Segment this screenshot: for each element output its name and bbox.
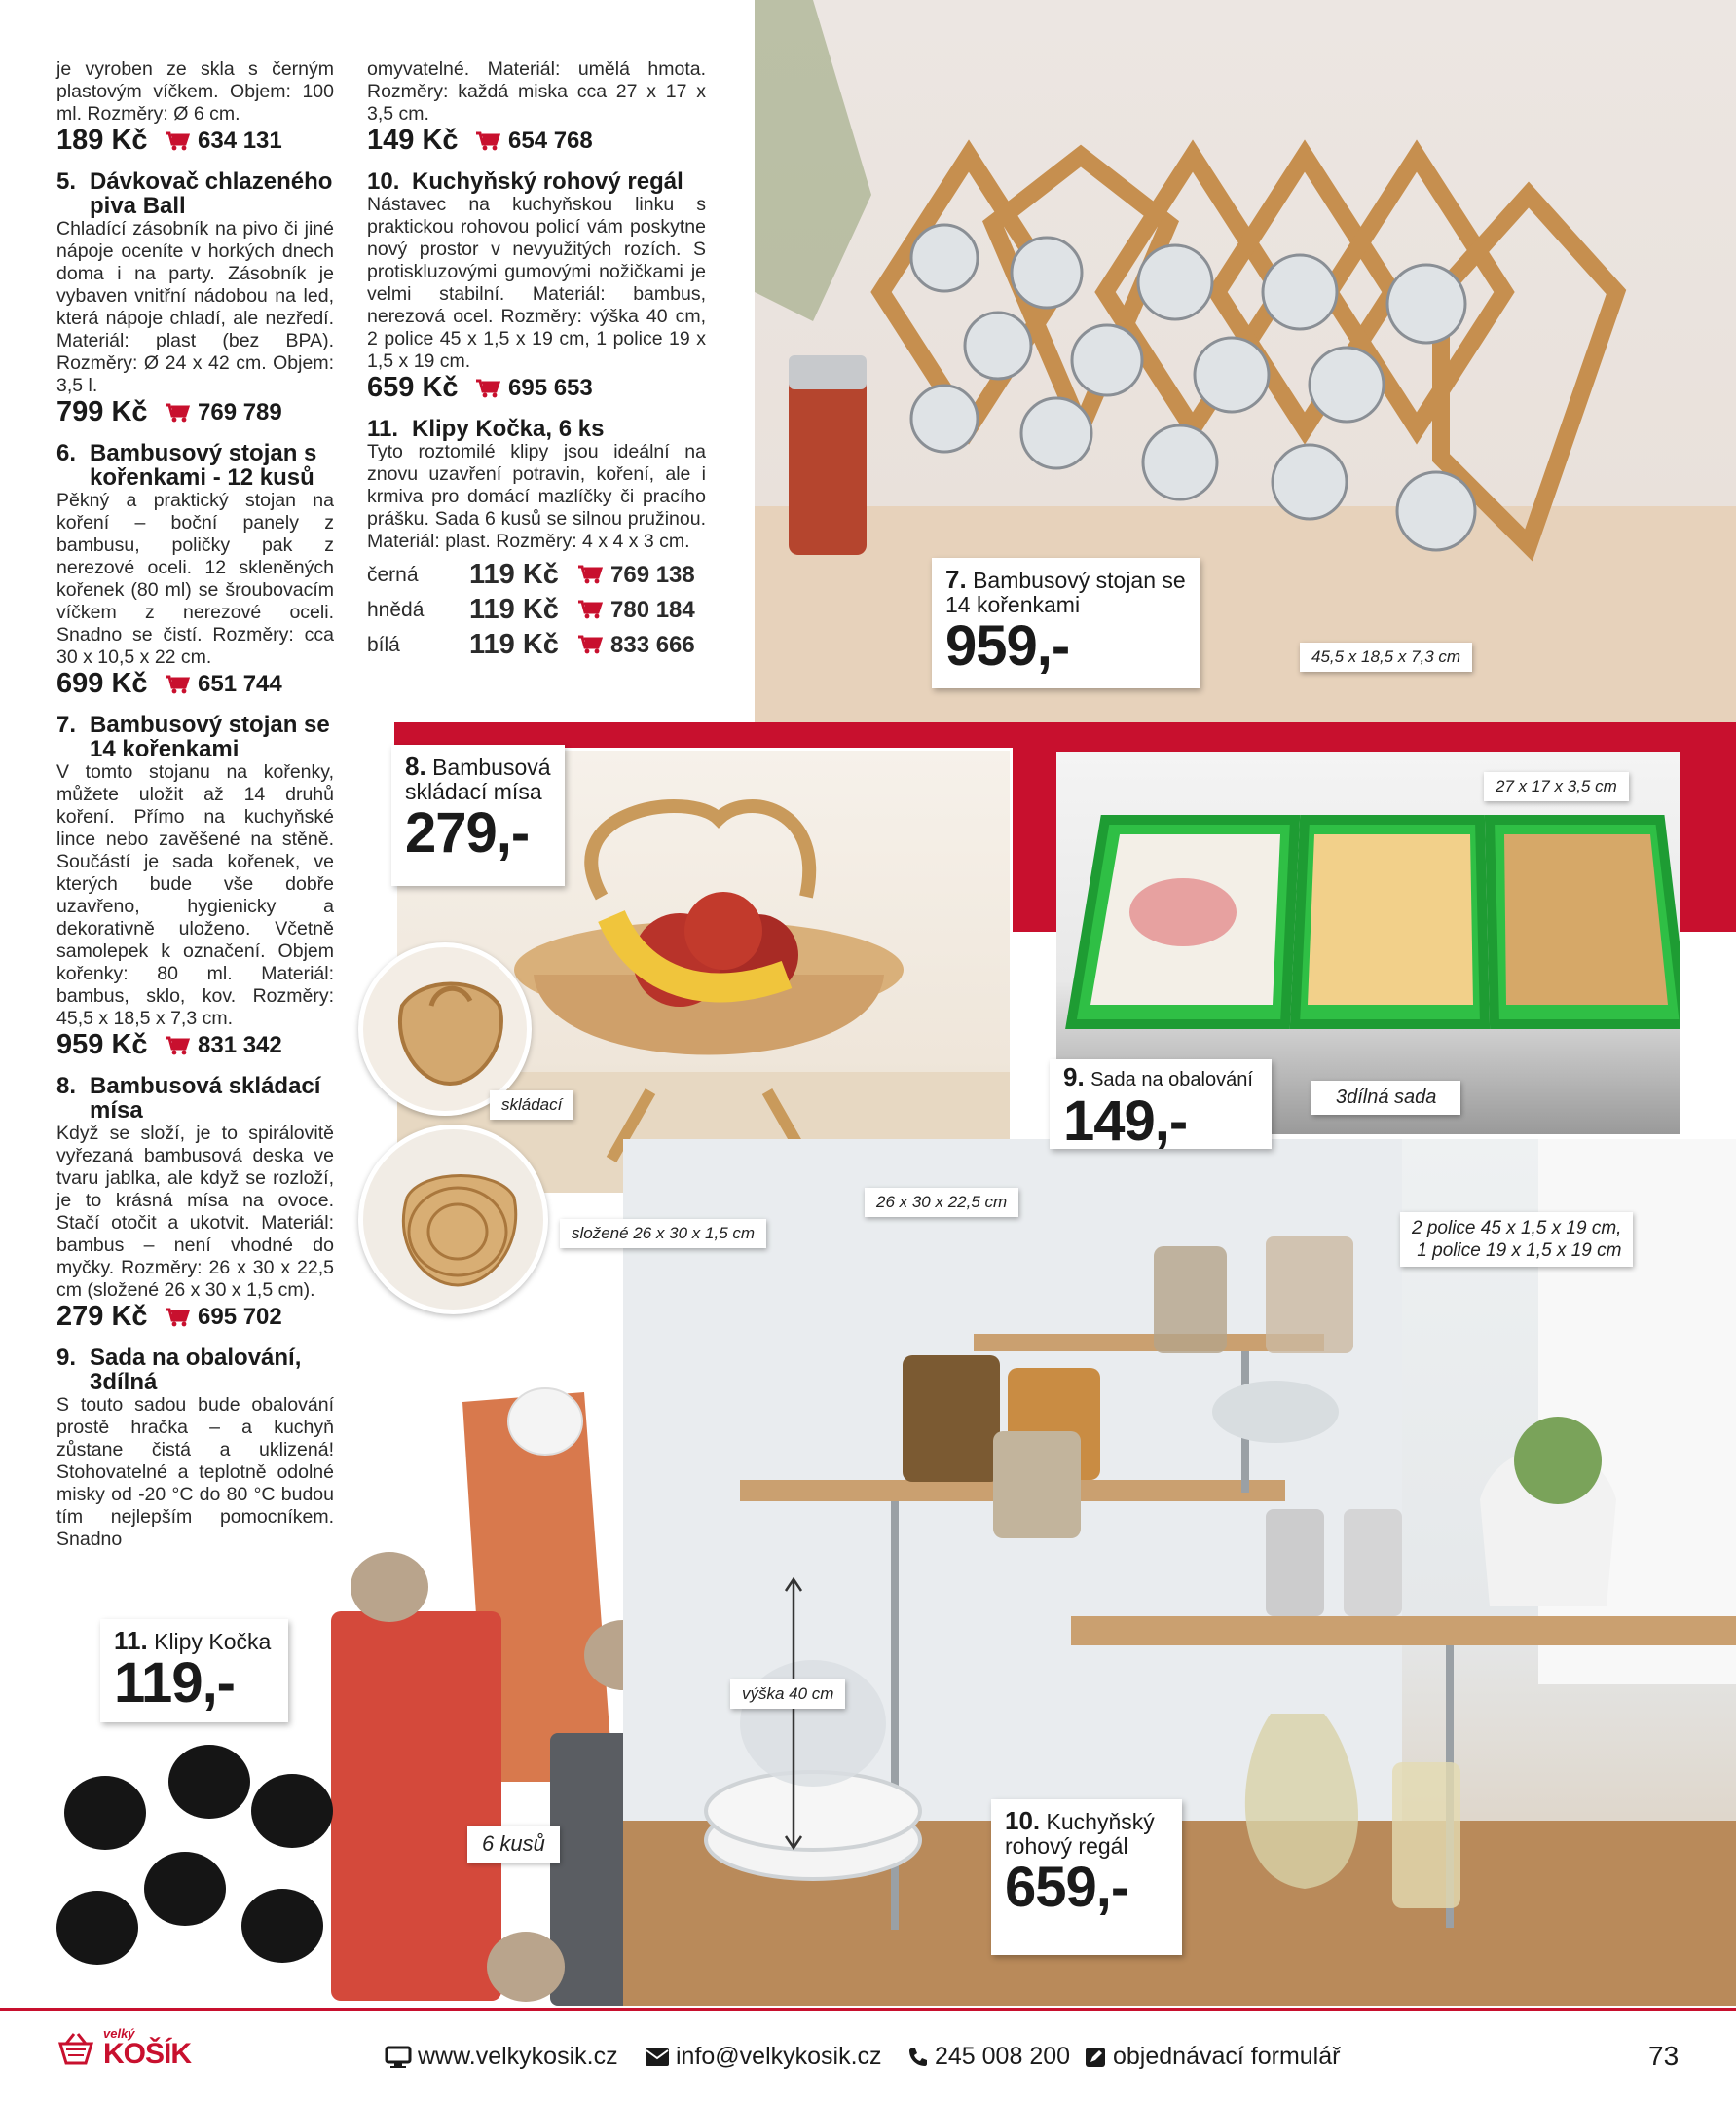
price-row xyxy=(367,125,706,156)
page-number: 73 xyxy=(1648,2041,1680,2071)
footer-phone[interactable] xyxy=(907,2043,1070,2071)
price: 189 Kč xyxy=(56,125,148,156)
height-arrow xyxy=(784,1577,803,1850)
item-9-text: S touto sadou bude obalování prostě hračka – a kuchyň zůstane čistá a uklizená! Stohovatelné a teplotně odolné misky od -20 °C do 80 °C budou tím nejlepším pomocníkem. Snadno xyxy=(56,1394,334,1550)
dimension-label: 45,5 x 18,5 x 7,3 cm xyxy=(1300,643,1472,672)
dimension-label: 6 kusů xyxy=(467,1826,560,1863)
tag-price: 959,- xyxy=(945,614,1070,678)
spice-rack-illustration xyxy=(755,0,1736,722)
tag-title: Kuchyňský rohový regál xyxy=(1005,1809,1155,1859)
phone-icon xyxy=(907,2047,929,2068)
form-icon xyxy=(1084,2046,1107,2069)
footer-divider xyxy=(0,2008,1736,2011)
text-column-2 xyxy=(367,58,706,662)
dimension-label: 27 x 17 x 3,5 cm xyxy=(1484,772,1629,801)
product-code: 780 184 xyxy=(610,596,695,623)
product-code: 695 702 xyxy=(198,1304,282,1330)
dimension-line: 2 police 45 x 1,5 x 19 cm, xyxy=(1412,1218,1622,1238)
variant-list xyxy=(367,557,706,662)
product-code: 651 744 xyxy=(198,671,282,697)
item-6-title: 6. Bambusový stojan s kořenkami - 12 kusů xyxy=(56,440,317,491)
item-5-price-row xyxy=(56,396,334,427)
item-5-text: Chladící zásobník na pivo či jiné nápoje oceníte v horkých dnech doma i na party. Zásobník je vybaven vnitřní nádobou na led, která nápoje chladí, ale nezředí. Materiál: plast (bez BPA). Rozměry: Ø 24 x 42 cm. Objem: 3,5 l. xyxy=(56,218,334,396)
item-7-text: V tomto stojanu na kořenky, můžete uložit až 14 druhů koření. Přímo na kuchyňské lince nebo zavěšené na stěně. Součástí je sada kořenek, ve kterých bude vše dobře uzavřeno, hygienicky a dekorativně uloženo. Včetně samolepek k označení. Objem kořenky: 80 ml. Materiál: bambus, sklo, kov. Rozměry: 45,5 x 18,5 x 7,3 cm. xyxy=(56,761,334,1029)
dimension-label: výška 40 cm xyxy=(730,1679,845,1709)
dimension-line: 1 police 19 x 1,5 x 19 cm xyxy=(1417,1240,1622,1261)
intro-text: je vyroben ze skla s černým plastovým víčkem. Objem: 100 ml. Rozměry: Ø 6 cm. xyxy=(56,58,334,125)
cart-icon[interactable] xyxy=(577,634,603,655)
item-10-text: Nástavec na kuchyňskou linku s praktickou rohovou policí vám poskytne nový prostor v nevyužitých rozích. S protiskluzovými gumovými nožičkami je velmi stabilní. Materiál: bambus, nerezová ocel. Rozměry: výška 40 cm, 2 police 45 x 1,5 x 19 cm, 1 police 19 x 1,5 x 19 cm. xyxy=(367,194,706,372)
tag-price: 659,- xyxy=(1005,1856,1129,1919)
text-column-1 xyxy=(56,58,334,1551)
variant-name: bílá xyxy=(367,633,400,656)
product-code: 769 138 xyxy=(610,561,695,588)
product-code: 695 653 xyxy=(508,375,593,401)
bowl-flat-circle xyxy=(358,1125,548,1314)
product-code: 654 768 xyxy=(508,128,593,154)
item-10-title: 10. Kuchyňský rohový regál xyxy=(367,168,683,195)
logo[interactable] xyxy=(56,2027,191,2069)
product-code: 833 666 xyxy=(610,631,695,658)
price: 799 Kč xyxy=(56,396,148,427)
cart-icon[interactable] xyxy=(165,402,190,424)
item-9-title: 9. Sada na obalování, 3dílná xyxy=(56,1345,302,1395)
tag-number: 7. xyxy=(945,565,967,594)
tag-price: 119,- xyxy=(114,1651,235,1715)
price-tag-11 xyxy=(100,1619,288,1722)
phone-text[interactable]: 245 008 200 xyxy=(935,2043,1071,2070)
price: 699 Kč xyxy=(56,668,148,699)
item-6-text: Pěkný a praktický stojan na koření – boční panely z bambusu, poličky pak z nerezové oceli. 12 skleněných kořenek (80 ml) se šroubovacím víčkem z nerezové oceli. Snadno se čistí. Rozměry: cca 30 x 10,5 x 22 cm. xyxy=(56,490,334,668)
footer xyxy=(0,2006,1736,2103)
price-tag-10 xyxy=(991,1799,1182,1955)
item-5-title: 5. Dávkovač chlazeného piva Ball xyxy=(56,168,333,219)
monitor-icon xyxy=(385,2046,412,2069)
logo-text: KOŠÍK xyxy=(103,2038,192,2070)
item-7-price-row xyxy=(56,1029,334,1060)
price-tag-9 xyxy=(1050,1059,1272,1153)
tag-title: Bambusová skládací mísa xyxy=(405,755,551,804)
price: 279 Kč xyxy=(56,1301,148,1332)
order-form-text[interactable]: objednávací formulář xyxy=(1113,2043,1341,2070)
cart-icon[interactable] xyxy=(165,674,190,695)
tag-price: 149,- xyxy=(1063,1089,1188,1153)
tag-title: Klipy Kočka xyxy=(154,1629,272,1654)
item-8-text: Když se složí, je to spirálovitě vyřezaná bambusová deska ve tvaru jablka, ale když se rozloží, je to krásná mísa na ovoce. Stačí otočit a ukotvit. Materiál: bambus – není vhodné do myčky. Rozměry: 26 x 30 x 22,5 cm (složené 26 x 30 x 1,5 cm). xyxy=(56,1123,334,1301)
variant-row xyxy=(367,557,706,592)
item-6-price-row xyxy=(56,668,334,699)
cart-icon[interactable] xyxy=(165,1035,190,1056)
product-code: 769 789 xyxy=(198,399,282,425)
variant-row xyxy=(367,592,706,627)
email-text[interactable]: info@velkykosik.cz xyxy=(676,2043,882,2070)
price: 119 Kč xyxy=(469,558,559,590)
dimension-label: složené 26 x 30 x 1,5 cm xyxy=(560,1219,766,1248)
price: 659 Kč xyxy=(367,372,459,403)
dimension-label: skládací xyxy=(490,1090,573,1120)
variant-name: černá xyxy=(367,563,419,586)
cart-icon[interactable] xyxy=(577,599,603,620)
variant-name: hnědá xyxy=(367,598,425,621)
tag-number: 11. xyxy=(114,1626,148,1655)
tag-number: 9. xyxy=(1063,1062,1085,1091)
price: 149 Kč xyxy=(367,125,459,156)
cart-icon[interactable] xyxy=(475,378,500,399)
price-tag-7 xyxy=(932,558,1200,688)
basket-logo-icon xyxy=(56,2030,95,2069)
tag-number: 8. xyxy=(405,752,426,781)
price: 119 Kč xyxy=(469,628,559,660)
item-11-text: Tyto roztomilé klipy jsou ideální na znovu uzavření potravin, koření, ale i krmiva pro domácí mazlíčky či pracího prášku. Sada 6 kusů se silnou pružinou. Materiál: plast. Rozměry: 4 x 4 x 3 cm. xyxy=(367,441,706,552)
footer-email[interactable] xyxy=(645,2043,882,2071)
price: 119 Kč xyxy=(469,593,559,625)
cart-icon[interactable] xyxy=(475,130,500,152)
item-11-title: 11. Klipy Kočka, 6 ks xyxy=(367,416,605,442)
cart-icon[interactable] xyxy=(165,130,190,152)
item-7-title: 7. Bambusový stojan se 14 kořenkami xyxy=(56,712,330,762)
item-10-price-row xyxy=(367,372,706,403)
tag-title: Bambusový stojan se 14 kořenkami xyxy=(945,568,1186,617)
footer-order-form[interactable] xyxy=(1084,2043,1340,2071)
cart-icon[interactable] xyxy=(577,564,603,585)
price-row xyxy=(56,125,334,156)
logo-small-text: velký xyxy=(103,2026,135,2041)
product-code: 831 342 xyxy=(198,1032,282,1058)
variant-row xyxy=(367,627,706,662)
dimension-label: 26 x 30 x 22,5 cm xyxy=(865,1188,1018,1217)
item-8-price-row xyxy=(56,1301,334,1332)
tag-title: Sada na obalování xyxy=(1090,1069,1253,1090)
cart-icon[interactable] xyxy=(165,1307,190,1328)
email-icon xyxy=(645,2048,670,2067)
product-code: 634 131 xyxy=(198,128,282,154)
item-8-title: 8. Bambusová skládací mísa xyxy=(56,1073,321,1124)
price-tag-8 xyxy=(391,745,565,886)
tag-price: 279,- xyxy=(405,801,530,865)
dimension-label: 3dílná sada xyxy=(1311,1081,1460,1115)
spice-rack-photo xyxy=(755,0,1736,722)
footer-website[interactable] xyxy=(385,2043,618,2071)
tag-number: 10. xyxy=(1005,1806,1041,1835)
dimension-label xyxy=(1400,1212,1633,1267)
intro-text: omyvatelné. Materiál: umělá hmota. Rozměry: každá miska cca 27 x 17 x 3,5 cm. xyxy=(367,58,706,125)
website-text[interactable]: www.velkykosik.cz xyxy=(418,2043,618,2070)
price: 959 Kč xyxy=(56,1029,148,1060)
